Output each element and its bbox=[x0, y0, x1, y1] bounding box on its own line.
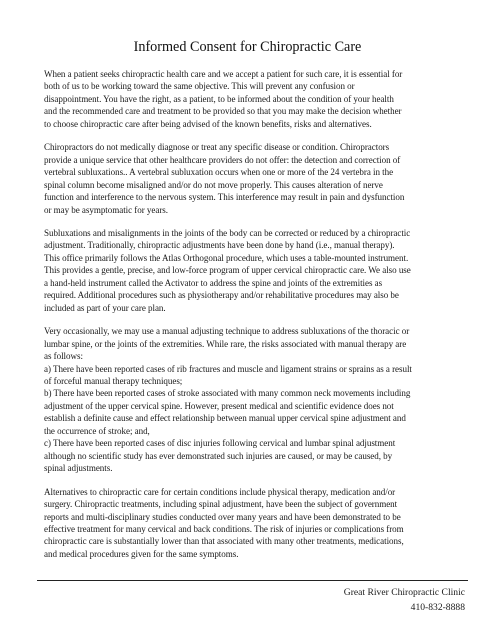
paragraph-procedures bbox=[44, 227, 468, 314]
text-line: lumbar spine, or the joints of the extremities. While rare, the risks associated with manual therapy are bbox=[44, 338, 407, 349]
text-line: required. Additional procedures such as physiotherapy and/or rehabilitative procedures may also be bbox=[44, 290, 399, 301]
text-line: or may be asymptomatic for years. bbox=[44, 204, 168, 215]
text-line: both of us to be working toward the same objective. This will prevent any confusion or bbox=[44, 81, 355, 92]
text-line: Chiropractors do not medically diagnose or treat any specific disease or condition. Chiropractors bbox=[44, 142, 390, 153]
text-line: effective treatment for many cervical and back conditions. The risk of injuries or complications from bbox=[44, 523, 404, 534]
text-line: spinal column become misaligned and/or do not move properly. This causes alteration of nerve bbox=[44, 179, 383, 190]
document-body bbox=[44, 68, 468, 571]
text-line: adjustment of the upper cervical spine. However, present medical and scientific evidence does not bbox=[44, 400, 394, 411]
text-line: This office primarily follows the Atlas Orthogonal procedure, which uses a table-mounted instrument. bbox=[44, 252, 409, 263]
text-line: c) There have been reported cases of disc injuries following cervical and lumbar spinal adjustment bbox=[44, 438, 396, 449]
paragraph-subluxation bbox=[44, 141, 468, 216]
text-line: When a patient seeks chiropractic health care and we accept a patient for such care, it is essential for bbox=[44, 69, 403, 79]
footer-clinic-name: Great River Chiropractic Clinic bbox=[343, 587, 465, 598]
text-line: This provides a gentle, precise, and low-force program of upper cervical chiropractic care. We also use bbox=[44, 265, 411, 276]
text-line: as follows: bbox=[44, 351, 83, 362]
text-line: to choose chiropractic care after being advised of the known benefits, risks and alternatives. bbox=[44, 118, 372, 129]
text-line: included as part of your care plan. bbox=[44, 302, 166, 313]
text-line: establish a definite cause and effect relationship between manual upper cervical spine adjustment and bbox=[44, 413, 406, 424]
text-line: function and interference to the nervous system. This interference may result in pain and dysfunction bbox=[44, 192, 405, 203]
text-line: spinal adjustments. bbox=[44, 463, 113, 474]
text-line: b) There have been reported cases of stroke associated with many common neck movements including bbox=[44, 388, 411, 399]
footer-phone-number: 410-832-8888 bbox=[410, 602, 465, 613]
text-line: chiropractic care is substantially lower than that associated with many other treatments, medications, bbox=[44, 536, 404, 547]
text-line: although no scientific study has ever demonstrated such injuries are caused, or may be caused, by bbox=[44, 450, 393, 461]
text-line: reports and multi-disciplinary studies conducted over many years and have been demonstrated to be bbox=[44, 511, 401, 522]
text-line: and the recommended care and treatment to be provided so that you may make the decision whether bbox=[44, 106, 402, 117]
text-line: and medical procedures given for the same symptoms. bbox=[44, 548, 239, 559]
footer-divider bbox=[37, 580, 468, 581]
paragraph-risks bbox=[44, 325, 468, 474]
text-line: the occurrence of stroke; and, bbox=[44, 425, 150, 436]
text-line: of forceful manual therapy techniques; bbox=[44, 375, 183, 386]
text-line: disappointment. You have the right, as a patient, to be informed about the condition of your health bbox=[44, 93, 394, 104]
text-line: Very occasionally, we may use a manual adjusting technique to address subluxations of the thoracic or bbox=[44, 326, 410, 337]
text-line: adjustment. Traditionally, chiropractic adjustments have been done by hand (i.e., manual therapy). bbox=[44, 240, 395, 251]
text-line: surgery. Chiropractic treatments, including spinal adjustment, have been the subject of government bbox=[44, 499, 398, 510]
text-line: Subluxations and misalignments in the joints of the body can be corrected or reduced by a chiropractic bbox=[44, 227, 411, 238]
text-line: Alternatives to chiropractic care for certain conditions include physical therapy, medication and/or bbox=[44, 486, 396, 497]
text-line: a) There have been reported cases of rib fractures and muscle and ligament strains or sprains as a result bbox=[44, 363, 412, 374]
paragraph-alternatives bbox=[44, 486, 468, 561]
text-line: provide a unique service that other healthcare providers do not offer: the detection and correction of bbox=[44, 154, 401, 165]
text-line: a hand-held instrument called the Activator to address the spine and joints of the extremities as bbox=[44, 277, 383, 288]
text-line: vertebral subluxations.. A vertebral subluxation occurs when one or more of the 24 vertebra in the bbox=[44, 167, 394, 178]
paragraph-purpose bbox=[44, 68, 468, 130]
document-title: Informed Consent for Chiropractic Care bbox=[133, 39, 362, 55]
